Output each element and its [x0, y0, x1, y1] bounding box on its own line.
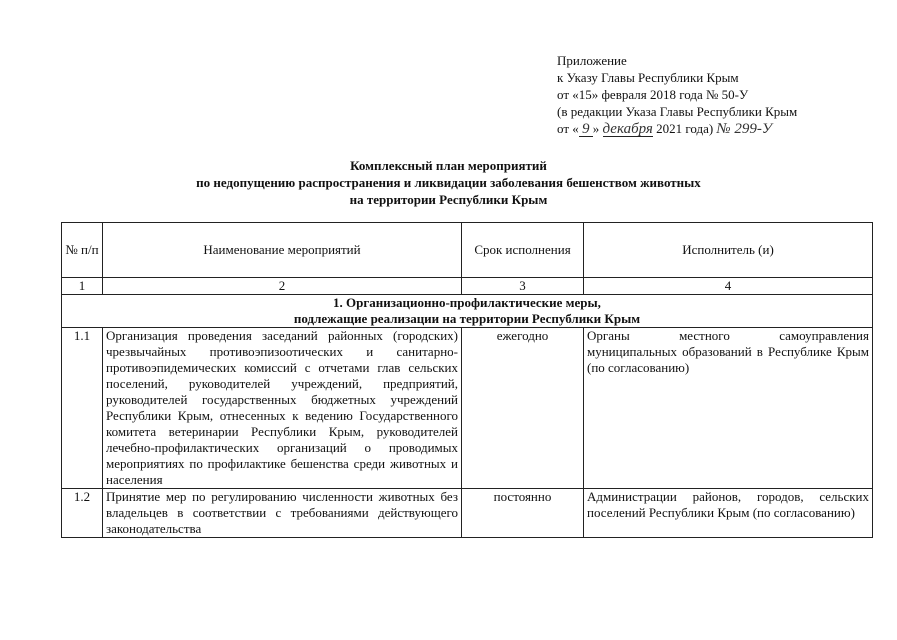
col-number-2: 2: [103, 278, 462, 295]
row-number: 1.1: [62, 328, 103, 489]
handwritten-day: 9: [582, 121, 590, 137]
row-term: постоянно: [462, 489, 584, 538]
column-number-row: [62, 278, 873, 295]
title-line-3: на территории Республики Крым: [349, 192, 548, 207]
header-name: Наименование мероприятий: [103, 223, 462, 278]
header-row: [62, 223, 873, 278]
row-executor: Администрации районов, городов, сельских поселений Республики Крым (по согласованию): [584, 489, 873, 538]
appendix-line-4: (в редакции Указа Главы Республики Крым: [557, 104, 798, 119]
section-heading: [62, 295, 873, 328]
header-executor: Исполнитель (и): [584, 223, 873, 278]
section-heading-line-1: 1. Организационно-профилактические меры,: [333, 295, 601, 310]
col-number-4: 4: [584, 278, 873, 295]
appendix-line-1: Приложение: [557, 53, 627, 68]
appendix-date-prefix: от «: [557, 121, 579, 136]
appendix-date-day: [579, 122, 593, 137]
handwritten-number: № 299-У: [716, 121, 772, 137]
col-number-1: 1: [62, 278, 103, 295]
title-line-2: по недопущению распространения и ликвидации заболевания бешенством животных: [196, 175, 701, 190]
header-num: № п/п: [62, 223, 103, 278]
row-term: ежегодно: [462, 328, 584, 489]
appendix-line-2: к Указу Главы Республики Крым: [557, 70, 739, 85]
row-measure: Организация проведения заседаний районных (городских) чрезвычайных противоэпизоотических и санитарно-противоэпидемических комиссий с отчетами глав сельских поселений, руководителей учреждений, предприятий, руководителей государственных бюджетных учреждений Республики Крым, отнесенных к ведению Государственного комитета ветеринарии Республики Крым, руководителей лечебно-профилактических организаций о проводимых мероприятиях по профилактике бешенства среди животных и населения: [103, 328, 462, 489]
col-number-3: 3: [462, 278, 584, 295]
table-row: [62, 489, 873, 538]
measures-table: [61, 222, 873, 538]
document-title: [0, 157, 897, 208]
row-measure: Принятие мер по регулированию численности животных без владельцев в соответствии с требованиями действующего законодательства: [103, 489, 462, 538]
section-row: [62, 295, 873, 328]
appendix-date-year: 2021 года): [656, 121, 714, 136]
appendix-block: [557, 52, 887, 138]
title-line-1: Комплексный план мероприятий: [350, 158, 547, 173]
row-number: 1.2: [62, 489, 103, 538]
table-row: [62, 328, 873, 489]
header-term: Срок исполнения: [462, 223, 584, 278]
appendix-line-5: [557, 120, 887, 138]
appendix-date-mid: »: [592, 121, 600, 136]
handwritten-month: декабря: [602, 121, 653, 137]
appendix-line-3: от «15» февраля 2018 года № 50-У: [557, 87, 749, 102]
section-heading-line-2: подлежащие реализации на территории Республики Крым: [293, 311, 641, 326]
appendix-date-month: [603, 122, 653, 137]
row-executor: Органы местного самоуправления муниципальных образований в Республике Крым (по согласованию): [584, 328, 873, 489]
